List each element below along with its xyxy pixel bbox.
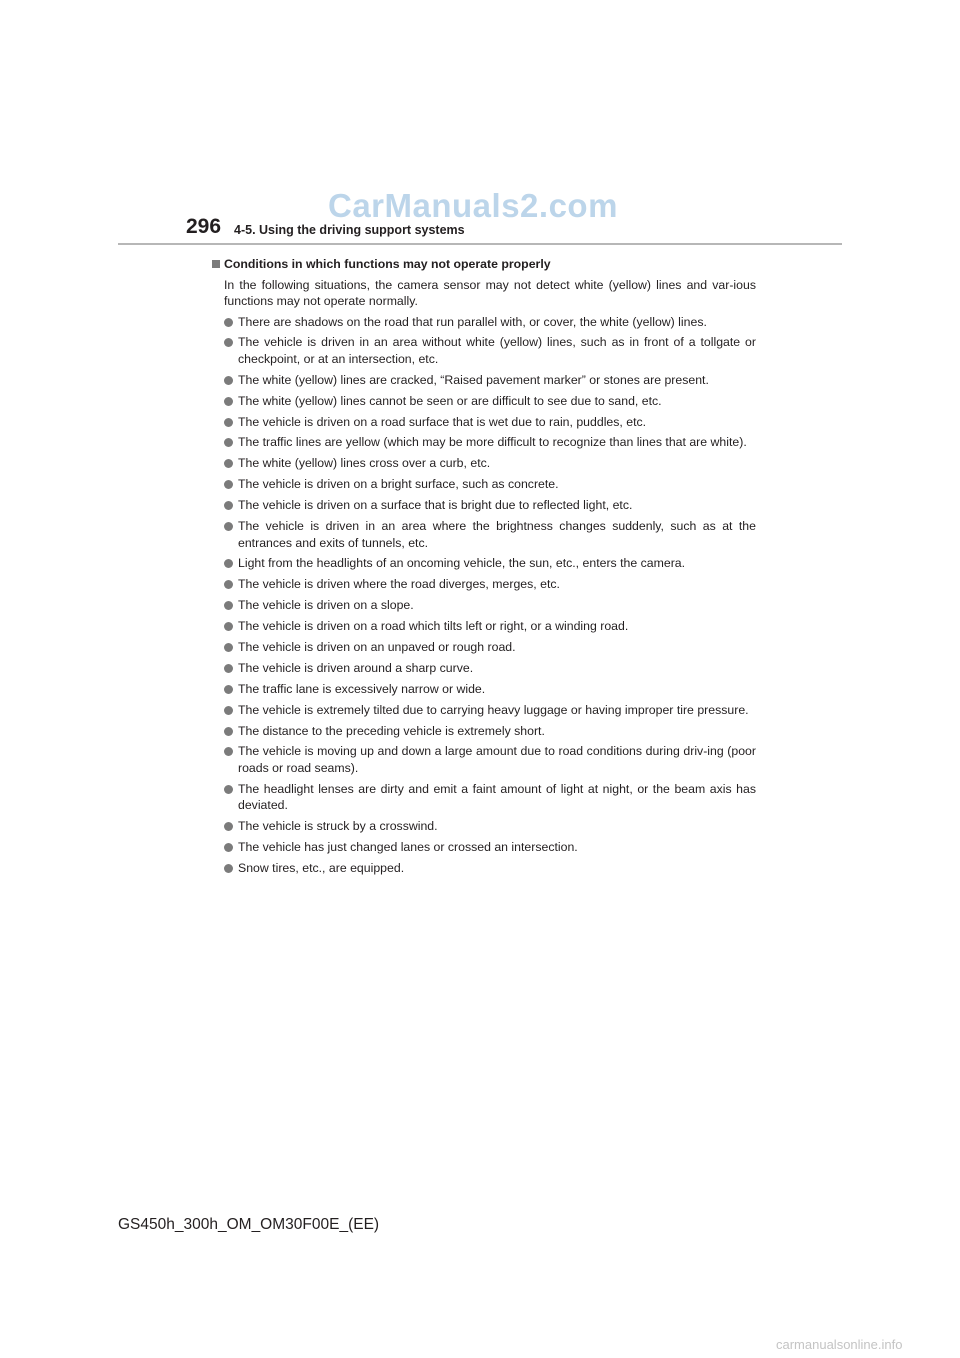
list-item: The white (yellow) lines cross over a curb, etc. [211, 455, 756, 472]
carmanuals2-watermark: CarManuals2.com [328, 187, 618, 224]
document-code: GS450h_300h_OM_OM30F00E_(EE) [118, 1216, 380, 1233]
bullet-icon [224, 318, 233, 327]
list-item: There are shadows on the road that run parallel with, or cover, the white (yellow) lines. [211, 314, 756, 331]
bullet-icon [224, 480, 233, 489]
list-item: The vehicle is driven around a sharp curve. [211, 660, 756, 677]
square-bullet-icon [212, 260, 220, 268]
bullet-icon [224, 459, 233, 468]
list-item: The vehicle is driven on a slope. [211, 597, 756, 614]
bullet-icon [224, 376, 233, 385]
list-item: The vehicle is struck by a crosswind. [211, 818, 756, 835]
list-item: The vehicle is driven on a bright surface, such as concrete. [211, 476, 756, 493]
list-item: The vehicle is driven in an area where the brightness changes suddenly, such as at the entrances and exits of tunnels, etc. [211, 518, 756, 551]
bullet-icon [224, 685, 233, 694]
list-item: The vehicle is driven in an area without white (yellow) lines, such as in front of a tollgate or checkpoint, or at an intersection, etc. [211, 334, 756, 367]
bullet-icon [224, 822, 233, 831]
list-item: The vehicle is extremely tilted due to carrying heavy luggage or having improper tire pressure. [211, 702, 756, 719]
section-title: 4-5. Using the driving support systems [234, 223, 465, 237]
bullet-icon [224, 622, 233, 631]
bullet-icon [224, 664, 233, 673]
list-item: The distance to the preceding vehicle is extremely short. [211, 723, 756, 740]
list-item: The vehicle is moving up and down a large amount due to road conditions during driv-ing (poor roads or road seams). [211, 743, 756, 776]
bullet-icon [224, 706, 233, 715]
list-item: The vehicle is driven on a road surface that is wet due to rain, puddles, etc. [211, 414, 756, 431]
list-item: The vehicle is driven on an unpaved or rough road. [211, 639, 756, 656]
header-divider [118, 243, 842, 245]
list-item: The vehicle has just changed lanes or crossed an intersection. [211, 839, 756, 856]
carmanualsonline-watermark: carmanualsonline.info [776, 1337, 903, 1352]
section-heading-text: Conditions in which functions may not operate properly [224, 257, 551, 271]
list-item: Light from the headlights of an oncoming vehicle, the sun, etc., enters the camera. [211, 555, 756, 572]
list-item: The vehicle is driven on a road which tilts left or right, or a winding road. [211, 618, 756, 635]
bullet-icon [224, 397, 233, 406]
main-content [211, 256, 756, 881]
condition-list [211, 314, 756, 877]
list-item: The traffic lane is excessively narrow or wide. [211, 681, 756, 698]
bullet-icon [224, 864, 233, 873]
bullet-icon [224, 747, 233, 756]
bullet-icon [224, 601, 233, 610]
bullet-icon [224, 338, 233, 347]
bullet-icon [224, 785, 233, 794]
bullet-icon [224, 522, 233, 531]
intro-paragraph: In the following situations, the camera sensor may not detect white (yellow) lines and var-ious functions may not operate normally. [224, 277, 756, 308]
list-item: The vehicle is driven where the road diverges, merges, etc. [211, 576, 756, 593]
bullet-icon [224, 843, 233, 852]
list-item: The traffic lines are yellow (which may be more difficult to recognize than lines that are white). [211, 434, 756, 451]
bullet-icon [224, 727, 233, 736]
list-item: The headlight lenses are dirty and emit a faint amount of light at night, or the beam axis has deviated. [211, 781, 756, 814]
section-heading [211, 256, 756, 273]
list-item: The vehicle is driven on a surface that is bright due to reflected light, etc. [211, 497, 756, 514]
bullet-icon [224, 501, 233, 510]
bullet-icon [224, 559, 233, 568]
list-item: Snow tires, etc., are equipped. [211, 860, 756, 877]
bullet-icon [224, 438, 233, 447]
bullet-icon [224, 580, 233, 589]
page-number: 296 [186, 215, 222, 238]
bullet-icon [224, 643, 233, 652]
list-item: The white (yellow) lines are cracked, “Raised pavement marker” or stones are present. [211, 372, 756, 389]
bullet-icon [224, 418, 233, 427]
list-item: The white (yellow) lines cannot be seen or are difficult to see due to sand, etc. [211, 393, 756, 410]
